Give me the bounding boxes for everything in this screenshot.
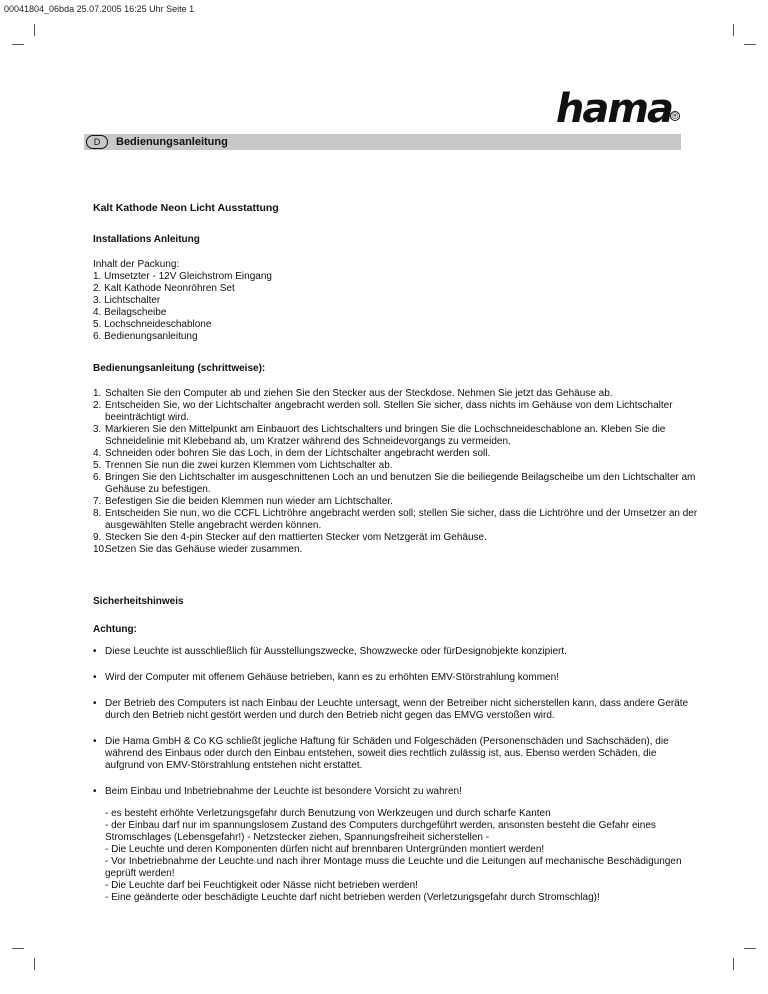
section-title: Bedienungsanleitung xyxy=(116,136,228,148)
crop-mark xyxy=(12,44,24,45)
list-item: - es besteht erhöhte Verletzungsgefahr durch Benutzung von Werkzeugen und durch scharfe Kanten xyxy=(105,808,551,819)
step-number: 10. xyxy=(93,544,107,555)
bullet-text: Der Betrieb des Computers ist nach Einbau der Leuchte untersagt, wenn der Betreiber nicht sicherstellen kann, dass andere Geräte durch den Betrieb nicht gestört werden und durch den Betrieb nicht gegen das EMVG verstoßen wird. xyxy=(105,698,689,721)
step-text: Schneiden oder bohren Sie das Loch, in dem der Lichtschalter angebracht werden soll. xyxy=(105,448,491,459)
list-item: - der Einbau darf nur im spannungslosem Zustand des Computers durchgeführt werden, ansonsten besteht die Gefahr eines Stromschlages (Lebensgefahr!) - Netzstecker ziehen, Spannungsfreiheit sicherstellen - xyxy=(105,820,656,843)
step-text: Entscheiden Sie, wo der Lichtschalter angebracht werden soll. Stellen Sie sicher, dass nichts im Gehäuse von dem Lichtschalter beeinträchtigt wird. xyxy=(105,400,673,423)
bullet-text: Wird der Computer mit offenem Gehäuse betrieben, kann es zu erhöhten EMV-Störstrahlung kommen! xyxy=(105,672,559,683)
bullet-icon: • xyxy=(93,646,97,657)
step-number: 7. xyxy=(93,496,102,507)
list-item xyxy=(93,544,698,556)
step-text: Befestigen Sie die beiden Klemmen nun wieder am Lichtschalter. xyxy=(105,496,393,507)
step-text: Schalten Sie den Computer ab und ziehen Sie den Stecker aus der Steckdose. Nehmen Sie jetzt das Gehäuse ab. xyxy=(105,388,613,399)
list-item: - Eine geänderte oder beschädigte Leuchte darf nicht betrieben werden (Verletzungsgefahr durch Stromschlag)! xyxy=(105,892,600,903)
list-item: 1. Umsetzter - 12V Gleichstrom Eingang xyxy=(93,271,272,282)
print-header: 00041804_06bda 25.07.2005 16:25 Uhr Seite 1 xyxy=(4,4,195,14)
step-number: 5. xyxy=(93,460,102,471)
step-number: 6. xyxy=(93,472,102,483)
safety-bullet xyxy=(93,698,698,722)
step-number: 8. xyxy=(93,508,102,519)
safety-bullet xyxy=(93,672,698,684)
bullet-icon: • xyxy=(93,786,97,797)
crop-mark xyxy=(34,24,35,36)
step-number: 9. xyxy=(93,532,102,543)
language-code-badge: D xyxy=(86,135,108,149)
list-item xyxy=(93,400,698,424)
step-text: Entscheiden Sie nun, wo die CCFL Lichtröhre angebracht werden soll; stellen Sie sicher, dass die Lichtröhre und der Umsetzer an der ausgewählten Stelle angebracht werden können. xyxy=(105,508,698,531)
step-text: Bringen Sie den Lichtschalter im ausgeschnittenen Loch an und benutzen Sie die beiliegende Beilagscheibe um den Lichtschalter am Gehäuse zu befestigen. xyxy=(105,472,696,495)
document-title: Kalt Kathode Neon Licht Ausstattung xyxy=(93,202,279,214)
warning-dash-list xyxy=(93,808,698,904)
safety-heading: Sicherheitshinweis xyxy=(93,596,184,607)
list-item: - Die Leuchte und deren Komponenten dürfen nicht auf brennbaren Untergründen montiert werden! xyxy=(105,844,545,855)
bullet-text: Diese Leuchte ist ausschließlich für Ausstellungszwecke, Showzwecke oder fürDesignobjekte konzipiert. xyxy=(105,646,567,657)
step-text: Markieren Sie den Mittelpunkt am Einbauort des Lichtschalters und bringen Sie die Lochschneideschablone an. Kleben Sie die Schneidelinie mit Klebeband ab, um Kratzer während des Schneidevorgangs zu vermeiden. xyxy=(105,424,666,447)
crop-mark xyxy=(744,948,756,949)
install-heading: Installations Anleitung xyxy=(93,234,200,245)
crop-mark xyxy=(733,958,734,970)
list-item xyxy=(93,508,698,532)
list-item xyxy=(93,424,698,448)
crop-mark xyxy=(34,958,35,970)
step-number: 1. xyxy=(93,388,102,399)
list-item xyxy=(93,448,698,460)
safety-bullet xyxy=(93,646,698,658)
steps-heading: Bedienungsanleitung (schrittweise): xyxy=(93,363,266,374)
step-number: 2. xyxy=(93,400,102,411)
crop-mark xyxy=(12,948,24,949)
step-text: Setzen Sie das Gehäuse wieder zusammen. xyxy=(105,544,303,555)
registered-mark: ® xyxy=(671,111,679,121)
safety-bullet xyxy=(93,786,698,798)
list-item: 4. Beilagscheibe xyxy=(93,307,167,318)
crop-mark xyxy=(733,24,734,36)
step-text: Stecken Sie den 4-pin Stecker auf den mattierten Stecker vom Netzgerät im Gehäuse. xyxy=(105,532,487,543)
list-item xyxy=(93,496,698,508)
step-text: Trennen Sie nun die zwei kurzen Klemmen vom Lichtschalter ab. xyxy=(105,460,393,471)
package-list xyxy=(93,271,698,343)
list-item: 5. Lochschneideschablone xyxy=(93,319,212,330)
document-body xyxy=(93,202,698,904)
crop-mark xyxy=(744,44,756,45)
package-intro: Inhalt der Packung: xyxy=(93,259,180,270)
list-item xyxy=(93,460,698,472)
list-item: - Vor Inbetriebnahme der Leuchte und nach ihrer Montage muss die Leuchte und die Leitungen auf mechanische Beschädigungen geprüft werden! xyxy=(105,856,682,879)
bullet-text: Die Hama GmbH & Co KG schließt jegliche Haftung für Schäden und Folgeschäden (Personenschäden und Sachschäden), die während des Einbaus oder durch den Einbau entstehen, soweit dies rechtlich zulässig ist, aus. Ebenso werden Schäden, die aufgrund von EMV-Störstrahlung entstehen nicht erstattet. xyxy=(105,736,669,771)
bullet-icon: • xyxy=(93,672,97,683)
step-number: 3. xyxy=(93,424,102,435)
attention-label: Achtung: xyxy=(93,624,137,635)
language-bar xyxy=(84,134,681,150)
hama-logo: hama xyxy=(555,86,672,132)
list-item xyxy=(93,388,698,400)
list-item: - Die Leuchte darf bei Feuchtigkeit oder Nässe nicht betrieben werden! xyxy=(105,880,418,891)
list-item xyxy=(93,532,698,544)
bullet-text: Beim Einbau und Inbetriebnahme der Leuchte ist besondere Vorsicht zu wahren! xyxy=(105,786,462,797)
list-item: 2. Kalt Kathode Neonröhren Set xyxy=(93,283,235,294)
list-item: 6. Bedienungsanleitung xyxy=(93,331,198,342)
list-item xyxy=(93,472,698,496)
step-number: 4. xyxy=(93,448,102,459)
safety-bullet xyxy=(93,736,698,772)
steps-list xyxy=(93,388,698,556)
list-item: 3. Lichtschalter xyxy=(93,295,161,306)
bullet-icon: • xyxy=(93,736,97,747)
bullet-icon: • xyxy=(93,698,97,709)
